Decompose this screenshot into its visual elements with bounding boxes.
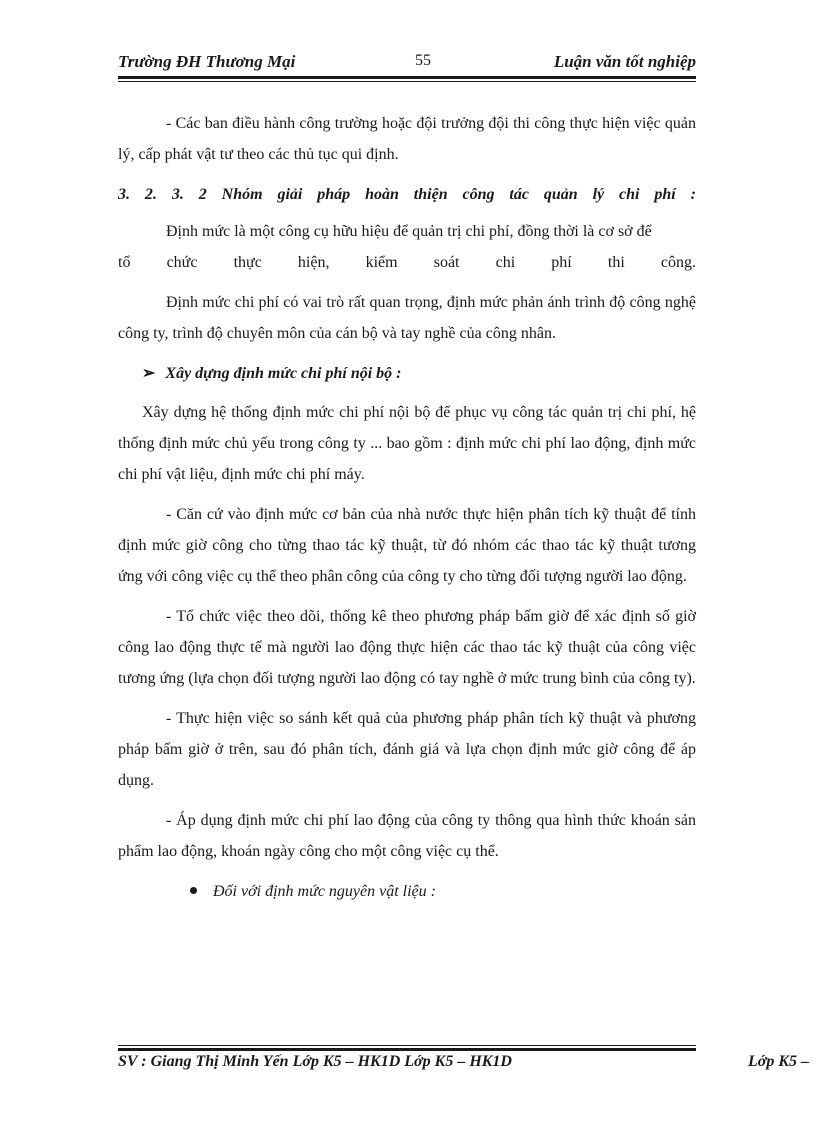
footer-class: Lớp K5 – (748, 1053, 810, 1070)
bullet-text: Đối với định mức nguyên vật liệu : (213, 883, 436, 900)
paragraph-comparison: - Thực hiện việc so sánh kết quả của phương pháp phân tích kỹ thuật và phương pháp bấm giờ ở trên, sau đó phân tích, đánh giá và lựa chọn định mức giờ công để áp dụng. (118, 710, 696, 789)
footer-rule-thin (118, 1045, 696, 1046)
subheading-text: Xây dựng định mức chi phí nội bộ : (165, 365, 402, 382)
header-rule-thick (118, 76, 696, 79)
header-doc-type: Luận văn tốt nghiệp (553, 52, 696, 71)
page-number: 55 (415, 52, 431, 69)
paragraph-norm-line2: tổ chức thực hiện, kiểm soát chi phí thi công. (118, 254, 696, 271)
paragraph-management: - Các ban điều hành công trường hoặc đội trưởng đội thi công thực hiện việc quản lý, cấp phát vật tư theo các thủ tục qui định. (118, 115, 696, 163)
bullet-dot-icon (190, 887, 197, 894)
footer-rule-thick (118, 1048, 696, 1051)
paragraph-norm-line1: Định mức là một công cụ hữu hiệu để quản trị chi phí, đồng thời là cơ sở để (166, 223, 652, 240)
paragraph-norm-role: Định mức chi phí có vai trò rất quan trọng, định mức phản ánh trình độ công nghệ công ty, trình độ chuyên môn của cán bộ và tay nghề của công nhân. (118, 294, 696, 342)
subheading (142, 358, 696, 389)
page-header (118, 50, 696, 78)
footer-student: SV : Giang Thị Minh Yến Lớp K5 – HK1D Lớp K5 – HK1D (118, 1053, 512, 1070)
bullet-item (190, 876, 696, 907)
header-rule-thin (118, 81, 696, 82)
page-footer (118, 1053, 816, 1077)
paragraph-internal-norms: Xây dựng hệ thống định mức chi phí nội bộ để phục vụ công tác quản trị chi phí, hệ thống định mức chủ yếu trong công ty ... bao gồm : định mức chi phí lao động, định mức chi phí vật liệu, định mức chi phí máy. (118, 404, 696, 483)
paragraph-technical-analysis: - Căn cứ vào định mức cơ bản của nhà nước thực hiện phân tích kỹ thuật để tính định mức giờ công cho từng thao tác kỹ thuật, từ đó nhóm các thao tác kỹ thuật tương ứng với công việc cụ thể theo phân công của công ty cho từng đối tượng người lao động. (118, 506, 696, 585)
page-body (118, 108, 696, 907)
arrow-bullet-icon: ➢ (142, 365, 156, 382)
paragraph-application: - Áp dụng định mức chi phí lao động của công ty thông qua hình thức khoán sản phẩm lao động, khoán ngày công cho một công việc cụ thể. (118, 812, 696, 860)
header-school: Trường ĐH Thương Mại (118, 52, 296, 71)
section-heading: 3. 2. 3. 2 Nhóm giải pháp hoàn thiện công tác quản lý chi phí : (118, 186, 696, 203)
paragraph-time-tracking: - Tổ chức việc theo dõi, thống kê theo phương pháp bấm giờ để xác định số giờ công lao động thực tế mà người lao động thực hiện các thao tác kỹ thuật của công việc tương ứng (lựa chọn đối tượng người lao động có tay nghề ở mức trung bình của công ty). (118, 608, 696, 687)
